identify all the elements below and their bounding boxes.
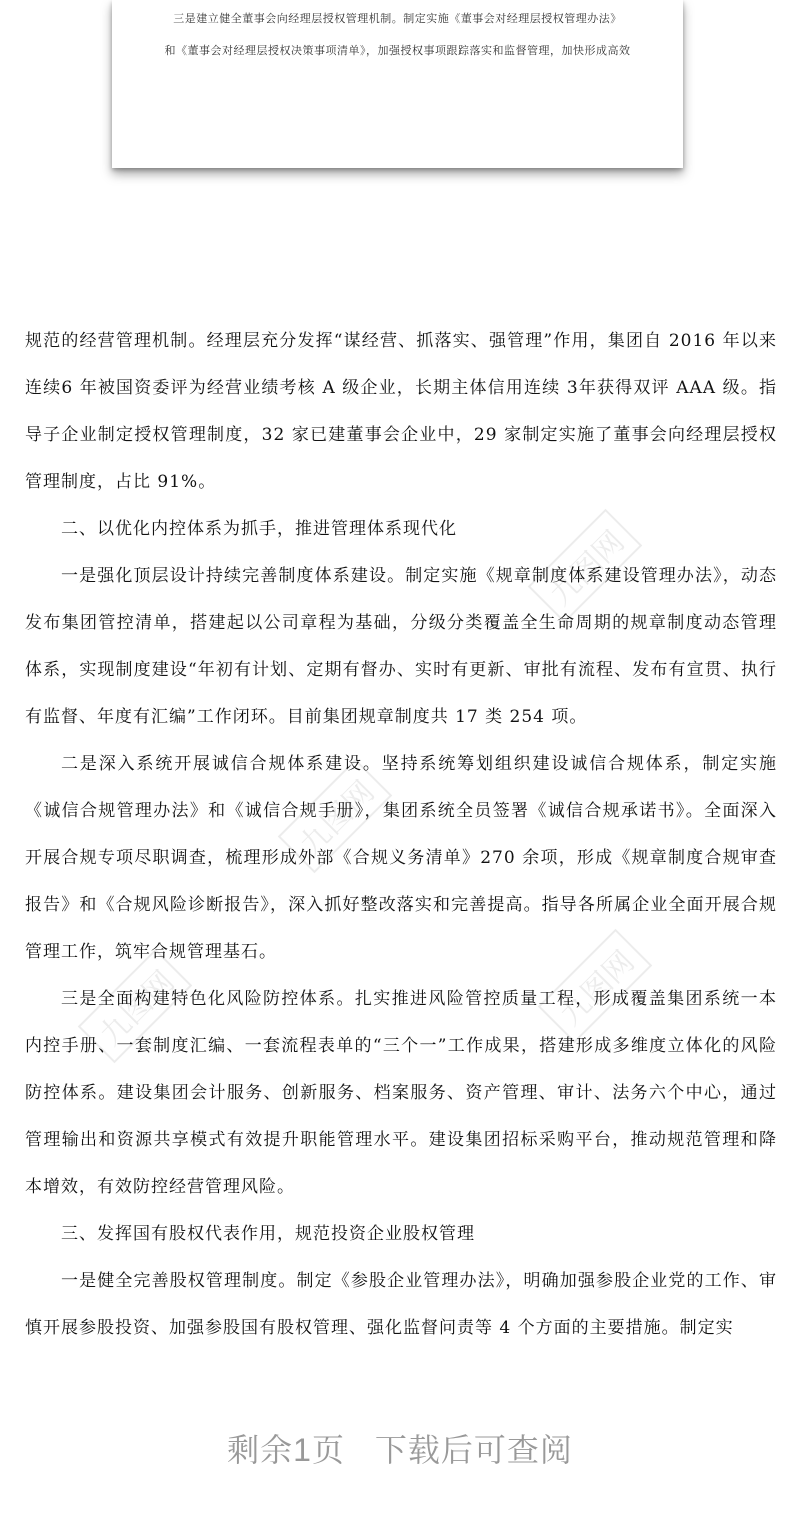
watermark: 九图网 [528, 509, 643, 624]
paragraph: 三是全面构建特色化风险防控体系。扎实推进风险管控质量工程，形成覆盖集团系统一本内控手册、一套制度汇编、一套流程表单的“三个一”工作成果，搭建形成多维度立体化的风险防控体系。建设集团会计服务、创新服务、档案服务、资产管理、审计、法务六个中心，通过管理输出和资源共享模式有效提升职能管理水平。建设集团招标采购平台，推动规范管理和降本增效，有效防控经营管理风险。 [25, 989, 777, 1197]
preview-page-card [112, 0, 683, 168]
preview-line-1: 三是建立健全董事会向经理层授权管理机制。制定实施《董事会对经理层授权管理办法》 [173, 12, 622, 25]
section-heading: 二、以优化内控体系为抓手，推进管理体系现代化 [61, 519, 457, 539]
document-body [25, 318, 777, 1352]
paragraph: 一是健全完善股权管理制度。制定《参股企业管理办法》，明确加强参股企业党的工作、审慎开展参股投资、加强参股国有股权管理、强化监督问责等 4 个方面的主要措施。制定实 [25, 1271, 777, 1338]
watermark: 九图网 [78, 949, 193, 1064]
preview-line-2: 和《董事会对经理层授权决策事项清单》，加强授权事项跟踪落实和监督管理，加快形成高效 [164, 44, 631, 57]
section-heading: 三、发挥国有股权代表作用，规范投资企业股权管理 [61, 1224, 475, 1244]
paragraph: 规范的经营管理机制。经理层充分发挥“谋经营、抓落实、强管理”作用，集团自 2016 年以来连续6 年被国资委评为经营业绩考核 A 级企业，长期主体信用连续 3年获得双评 AAA 级。指导子企业制定授权管理制度，32 家已建董事会企业中，29 家制定实施了董事会向经理层授权管理制度，占比 91%。 [25, 331, 777, 492]
download-remaining-banner[interactable]: 剩余1页 下载后可查阅 [227, 1432, 573, 1468]
watermark: 九图网 [278, 759, 393, 874]
watermark: 九图网 [538, 929, 653, 1044]
paragraph: 二是深入系统开展诚信合规体系建设。坚持系统筹划组织建设诚信合规体系，制定实施《诚信合规管理办法》和《诚信合规手册》，集团系统全员签署《诚信合规承诺书》。全面深入开展合规专项尽职调查，梳理形成外部《合规义务清单》270 余项，形成《规章制度合规审查报告》和《合规风险诊断报告》，深入抓好整改落实和完善提高。指导各所属企业全面开展合规管理工作，筑牢合规管理基石。 [25, 754, 777, 962]
paragraph: 一是强化顶层设计持续完善制度体系建设。制定实施《规章制度体系建设管理办法》，动态发布集团管控清单，搭建起以公司章程为基础，分级分类覆盖全生命周期的规章制度动态管理体系，实现制度建设“年初有计划、定期有督办、实时有更新、审批有流程、发布有宣贯、执行有监督、年度有汇编”工作闭环。目前集团规章制度共 17 类 254 项。 [25, 566, 777, 727]
